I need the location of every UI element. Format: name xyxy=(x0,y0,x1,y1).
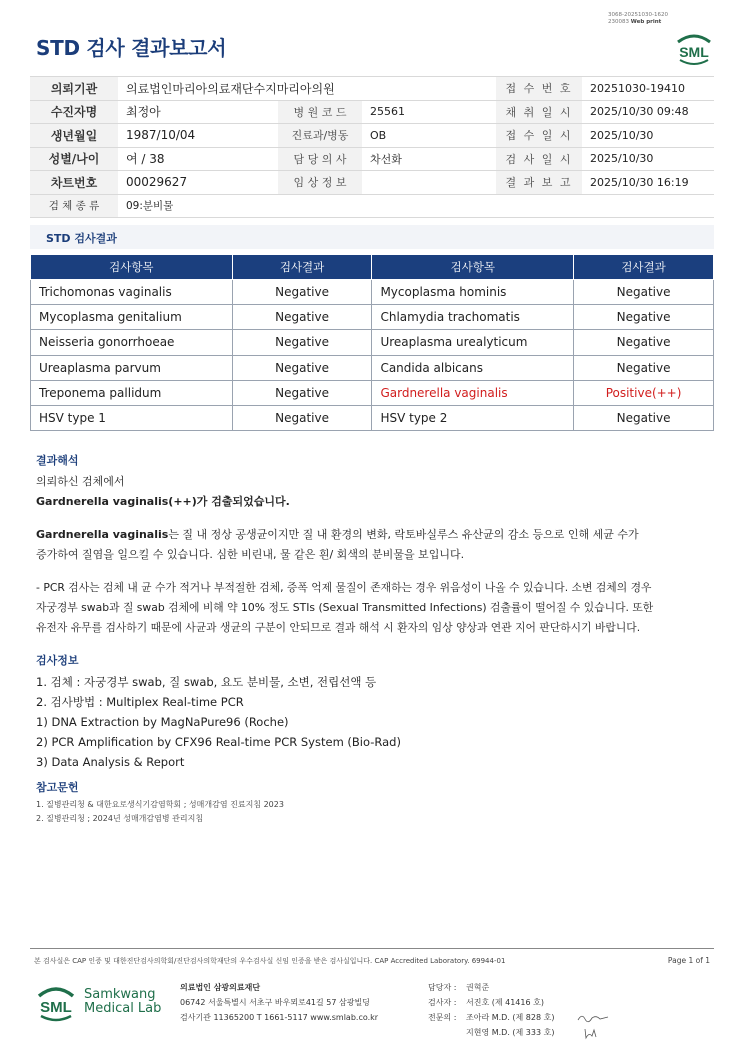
staff-name: 서진호 (제 41416 호) xyxy=(466,998,544,1007)
signature-icon xyxy=(582,1026,600,1040)
brand-line: Medical Lab xyxy=(84,1001,162,1016)
test-result: Negative xyxy=(574,280,714,305)
references-heading: 참고문헌 xyxy=(36,781,79,794)
staff-name: 조아라 M.D. (제 828 호) xyxy=(466,1013,555,1022)
test-item: Chlamydia trachomatis xyxy=(372,305,574,330)
staff-role: 전문의 : xyxy=(428,1013,457,1022)
report-subcode: 230083 xyxy=(608,19,630,25)
info-label: 채 취 일 시 xyxy=(496,100,582,124)
accreditation-note: 본 검사실은 CAP 인증 및 대한진단검사의학회/진단검사의학재단의 우수검사실 신임 인증을 받은 검사실입니다. CAP Accredited Laboratory. 69944-01 xyxy=(34,957,506,965)
interpretation-text xyxy=(36,472,290,512)
table-row xyxy=(31,405,714,430)
staff-role: 검사자 : xyxy=(428,998,457,1007)
references-list xyxy=(36,798,284,826)
test-item: Treponema pallidum xyxy=(31,380,233,405)
pcr-note-line: - PCR 검사는 검체 내 균 수가 적거나 부적절한 검체, 증폭 억제 물질이 존재하는 경우 위음성이 나올 수 있습니다. 소변 검체의 경우 xyxy=(36,581,652,594)
section-title: STD 검사결과 xyxy=(30,225,714,249)
test-item: Ureaplasma urealyticum xyxy=(372,330,574,355)
info-value: 최정아 xyxy=(118,100,278,124)
table-row xyxy=(31,305,714,330)
info-value: 의료법인마리아의료재단수지마리아의원 xyxy=(118,77,496,101)
interpretation-heading: 결과해석 xyxy=(36,454,79,467)
test-item: Mycoplasma hominis xyxy=(372,280,574,305)
info-label: 결 과 보 고 xyxy=(496,171,582,195)
info-row xyxy=(30,147,714,171)
test-item: Neisseria gonorrhoeae xyxy=(31,330,233,355)
info-label: 접 수 번 호 xyxy=(496,77,582,101)
organization-name: 의료법인 삼광의료재단 xyxy=(180,983,261,992)
brand-line: Samkwang xyxy=(84,987,156,1002)
organism-description xyxy=(36,525,639,565)
test-item: Candida albicans xyxy=(372,355,574,380)
info-label: 생년월일 xyxy=(30,124,118,148)
column-header: 검사결과 xyxy=(232,255,372,280)
test-result: Negative xyxy=(232,380,372,405)
staff-row xyxy=(428,980,554,995)
test-result: Negative xyxy=(232,305,372,330)
list-item: 1. 질병관리청 & 대한요로생식기감염학회 ; 성매개감염 진료지침 2023 xyxy=(36,800,284,809)
logo-text: SML xyxy=(40,999,72,1016)
staff-role xyxy=(428,1025,466,1040)
report-code: 3068-20251030-1620 xyxy=(608,12,668,18)
brand-name xyxy=(84,988,161,1016)
test-result: Negative xyxy=(574,305,714,330)
info-label: 의뢰기관 xyxy=(30,77,118,101)
info-label: 차트번호 xyxy=(30,171,118,195)
positive-test-item: Gardnerella vaginalis xyxy=(372,380,574,405)
table-row xyxy=(31,380,714,405)
footer-divider xyxy=(30,948,714,949)
results-header-row xyxy=(31,255,714,280)
info-value: 00029627 xyxy=(118,171,278,195)
info-value: 2025/10/30 09:48 xyxy=(582,100,714,124)
info-label: 검 체 종 류 xyxy=(30,194,118,218)
info-label: 성별/나이 xyxy=(30,147,118,171)
test-info-heading: 검사정보 xyxy=(36,654,79,667)
test-item: Trichomonas vaginalis xyxy=(31,280,233,305)
list-item: 3) Data Analysis & Report xyxy=(36,755,185,769)
sml-logo-icon xyxy=(36,980,76,1024)
info-label: 검 사 일 시 xyxy=(496,147,582,171)
info-row xyxy=(30,194,714,218)
organism-name: Gardnerella vaginalis xyxy=(36,528,169,541)
organization-info xyxy=(180,980,378,1025)
sml-logo-icon xyxy=(674,28,714,68)
organization-address: 06742 서울특별시 서초구 바우뫼로41길 57 삼광빌딩 xyxy=(180,998,370,1007)
info-row xyxy=(30,171,714,195)
info-value: 2025/10/30 xyxy=(582,147,714,171)
web-print-label: Web print xyxy=(630,19,662,25)
column-header: 검사항목 xyxy=(372,255,574,280)
organization-contact: 검사기관 11365200 T 1661-5117 www.smlab.co.kr xyxy=(180,1013,379,1022)
column-header: 검사항목 xyxy=(31,255,233,280)
info-label: 임 상 정 보 xyxy=(278,171,362,195)
list-item: 1. 검체 : 자궁경부 swab, 질 swab, 요도 분비물, 소변, 전립선액 등 xyxy=(36,675,377,689)
test-item: HSV type 2 xyxy=(372,405,574,430)
page-title: STD 검사 결과보고서 xyxy=(36,36,227,60)
page-number: Page 1 of 1 xyxy=(667,956,710,965)
staff-name: 권혁준 xyxy=(466,983,490,992)
test-result: Negative xyxy=(232,355,372,380)
interpretation-line: 의뢰하신 검체에서 xyxy=(36,475,125,488)
staff-row xyxy=(428,1025,554,1040)
table-row xyxy=(31,355,714,380)
info-label: 수진자명 xyxy=(30,100,118,124)
info-value: 1987/10/04 xyxy=(118,124,278,148)
list-item: 2) PCR Amplification by CFX96 Real-time PCR System (Bio-Rad) xyxy=(36,735,401,749)
list-item: 2. 검사방법 : Multiplex Real-time PCR xyxy=(36,695,244,709)
info-row xyxy=(30,124,714,148)
column-header: 검사결과 xyxy=(574,255,714,280)
info-value: 2025/10/30 16:19 xyxy=(582,171,714,195)
test-result: Negative xyxy=(574,330,714,355)
test-item: Mycoplasma genitalium xyxy=(31,305,233,330)
pcr-note-line: 자궁경부 swab과 질 swab 검체에 비해 약 10% 정도 STIs (Sexual Transmitted Infections) 검출률이 떨어질 수 있습니다. 또한 xyxy=(36,601,654,614)
organism-text-2: 증가하여 질염을 일으킬 수 있습니다. 심한 비린내, 물 같은 흰/ 회색의 분비물을 보입니다. xyxy=(36,548,465,561)
list-item: 1) DNA Extraction by MagNaPure96 (Roche) xyxy=(36,715,289,729)
pcr-note xyxy=(36,578,653,638)
logo-text: SML xyxy=(679,44,709,60)
test-result: Negative xyxy=(574,405,714,430)
info-label: 병 원 코 드 xyxy=(278,100,362,124)
staff-role: 담당자 : xyxy=(428,983,457,992)
info-row xyxy=(30,100,714,124)
test-result: Negative xyxy=(574,355,714,380)
results-table xyxy=(30,254,714,431)
patient-info-table xyxy=(30,76,714,218)
info-value xyxy=(362,171,496,195)
staff-name: 지현영 M.D. (제 333 호) xyxy=(466,1028,555,1037)
info-value: 25561 xyxy=(362,100,496,124)
pcr-note-line: 유전자 유무를 검사하기 때문에 사균과 생균의 구분이 안되므로 결과 해석 시 환자의 임상 양상과 연관 지어 판단하시기 바랍니다. xyxy=(36,621,641,634)
info-value: OB xyxy=(362,124,496,148)
test-result: Negative xyxy=(232,330,372,355)
info-value: 여 / 38 xyxy=(118,147,278,171)
test-result: Negative xyxy=(232,280,372,305)
table-row xyxy=(31,280,714,305)
test-item: HSV type 1 xyxy=(31,405,233,430)
info-label: 진료과/병동 xyxy=(278,124,362,148)
info-label: 접 수 일 시 xyxy=(496,124,582,148)
positive-test-result: Positive(++) xyxy=(574,380,714,405)
info-value: 차선화 xyxy=(362,147,496,171)
list-item: 2. 질병관리청 ; 2024년 성매개감염병 관리지침 xyxy=(36,814,204,823)
report-meta xyxy=(608,12,668,26)
test-result: Negative xyxy=(232,405,372,430)
staff-row xyxy=(428,995,554,1010)
info-value: 20251030-19410 xyxy=(582,77,714,101)
signature-icon xyxy=(576,1012,610,1024)
staff-info xyxy=(428,980,554,1040)
info-value: 09:분비물 xyxy=(118,194,714,218)
info-row xyxy=(30,77,714,101)
test-info-list xyxy=(36,672,401,772)
interpretation-result: Gardnerella vaginalis(++)가 검출되었습니다. xyxy=(36,495,290,508)
organism-text: 는 질 내 정상 공생균이지만 질 내 환경의 변화, 락토바실루스 유산균의 감소 등으로 인해 세균 수가 xyxy=(168,528,639,541)
info-value: 2025/10/30 xyxy=(582,124,714,148)
staff-row xyxy=(428,1010,554,1025)
test-item: Ureaplasma parvum xyxy=(31,355,233,380)
table-row xyxy=(31,330,714,355)
info-label: 담 당 의 사 xyxy=(278,147,362,171)
